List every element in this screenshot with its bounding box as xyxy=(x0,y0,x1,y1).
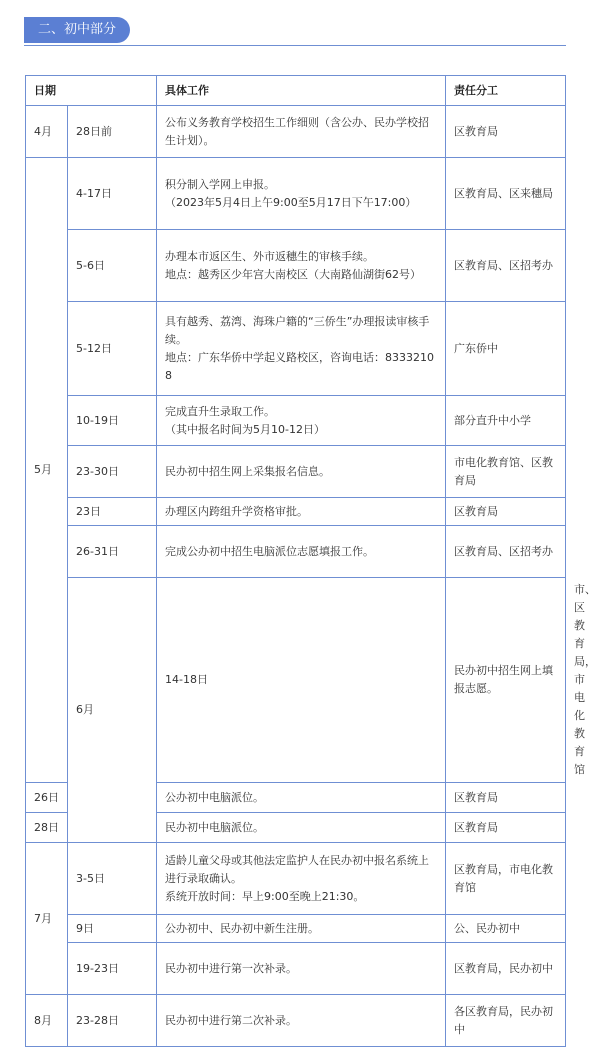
duty-cell: 市电化教育馆、区教育局 xyxy=(446,446,566,498)
work-line: 积分制入学网上申报。 xyxy=(165,177,275,191)
work-line: 民办初中招生网上采集报名信息。 xyxy=(165,464,330,478)
table-row xyxy=(26,446,566,498)
duty-cell: 公、民办初中 xyxy=(446,915,566,943)
work-cell xyxy=(157,396,446,446)
day-cell: 5-6日 xyxy=(68,230,157,302)
work-line: 民办初中招生网上填报志愿。 xyxy=(454,664,553,695)
day-cell: 28日前 xyxy=(68,106,157,158)
day-cell: 23-30日 xyxy=(68,446,157,498)
work-cell xyxy=(157,915,446,943)
duty-cell: 各区教育局，民办初中 xyxy=(446,995,566,1047)
table-row xyxy=(26,995,566,1047)
duty-cell: 区教育局 xyxy=(446,783,566,813)
day-cell: 5-12日 xyxy=(68,302,157,396)
work-cell xyxy=(157,943,446,995)
work-cell xyxy=(157,302,446,396)
table-row xyxy=(26,915,566,943)
header-date: 日期 xyxy=(26,76,157,106)
work-cell xyxy=(157,995,446,1047)
day-cell: 23日 xyxy=(68,498,157,526)
work-line: 具有越秀、荔湾、海珠户籍的“三侨生”办理报读审核手续。 xyxy=(165,314,430,346)
section-header xyxy=(24,17,566,46)
work-cell xyxy=(157,446,446,498)
month-cell: 8月 xyxy=(26,995,68,1047)
month-cell: 4月 xyxy=(26,106,68,158)
work-cell xyxy=(157,230,446,302)
work-line: 办理本市返区生、外市返穗生的审核手续。 xyxy=(165,249,374,263)
duty-cell: 区教育局、区招考办 xyxy=(446,526,566,578)
table-row xyxy=(26,230,566,302)
duty-cell: 广东侨中 xyxy=(446,302,566,396)
day-cell: 23-28日 xyxy=(68,995,157,1047)
duty-cell: 区教育局、区招考办 xyxy=(446,230,566,302)
duty-cell: 区教育局 xyxy=(446,498,566,526)
work-cell xyxy=(157,813,446,843)
work-cell xyxy=(157,158,446,230)
table-header-row xyxy=(26,76,566,106)
work-line: 民办初中进行第一次补录。 xyxy=(165,961,297,975)
section-title: 二、初中部分 xyxy=(24,17,130,43)
work-line: 公办初中、民办初中新生注册。 xyxy=(165,921,319,935)
work-cell xyxy=(157,526,446,578)
table-row: 6月 14-18日 民办初中招生网上填报志愿。 市、区教育局，市电化教育馆 xyxy=(26,578,566,783)
table-row xyxy=(26,396,566,446)
work-line: 适龄儿童父母或其他法定监护人在民办初中报名系统上进行录取确认。 xyxy=(165,853,429,885)
month-cell: 6月 xyxy=(68,578,157,843)
table-row xyxy=(26,302,566,396)
day-cell: 26-31日 xyxy=(68,526,157,578)
work-line: 地点：广东华侨中学起义路校区，咨询电话：83332108 xyxy=(165,350,434,382)
work-line: 完成公办初中招生电脑派位志愿填报工作。 xyxy=(165,544,374,558)
work-line: （2023年5月4日上午9:00至5月17日下午17:00） xyxy=(165,195,417,209)
duty-cell: 区教育局，市电化教育馆 xyxy=(446,843,566,915)
schedule-table xyxy=(25,75,596,1047)
table-row xyxy=(26,158,566,230)
work-cell xyxy=(157,498,446,526)
work-cell xyxy=(157,843,446,915)
day-cell: 3-5日 xyxy=(68,843,157,915)
duty-cell: 区教育局 xyxy=(446,106,566,158)
duty-cell: 区教育局、区来穗局 xyxy=(446,158,566,230)
work-line: 办理区内跨组升学资格审批。 xyxy=(165,504,308,518)
work-line: 地点：越秀区少年宫大南校区（大南路仙湖街62号） xyxy=(165,267,421,281)
table-row xyxy=(26,526,566,578)
work-line: 完成直升生录取工作。 xyxy=(165,404,275,418)
work-line: 民办初中进行第二次补录。 xyxy=(165,1013,297,1027)
duty-cell: 部分直升中小学 xyxy=(446,396,566,446)
work-line: 公办初中电脑派位。 xyxy=(165,790,264,804)
month-cell: 7月 xyxy=(26,843,68,995)
day-cell: 28日 xyxy=(26,813,68,843)
duty-cell: 区教育局 xyxy=(446,813,566,843)
day-cell: 9日 xyxy=(68,915,157,943)
header-duty: 责任分工 xyxy=(446,76,566,106)
duty-cell: 区教育局，民办初中 xyxy=(446,943,566,995)
day-cell: 19-23日 xyxy=(68,943,157,995)
work-cell xyxy=(157,783,446,813)
work-line: 系统开放时间：早上9:00至晚上21:30。 xyxy=(165,889,365,903)
work-line: 民办初中电脑派位。 xyxy=(165,820,264,834)
work-line: （其中报名时间为5月10-12日） xyxy=(165,422,325,436)
day-cell: 4-17日 xyxy=(68,158,157,230)
day-cell: 10-19日 xyxy=(68,396,157,446)
table-row xyxy=(26,943,566,995)
table-row xyxy=(26,843,566,915)
work-line: 公布义务教育学校招生工作细则（含公办、民办学校招生计划）。 xyxy=(165,115,429,147)
work-cell xyxy=(157,106,446,158)
work-cell xyxy=(446,578,566,783)
month-cell: 5月 xyxy=(26,158,68,783)
table-row xyxy=(26,106,566,158)
day-cell: 26日 xyxy=(26,783,68,813)
header-work: 具体工作 xyxy=(157,76,446,106)
table-row xyxy=(26,498,566,526)
day-cell: 14-18日 xyxy=(157,578,446,783)
